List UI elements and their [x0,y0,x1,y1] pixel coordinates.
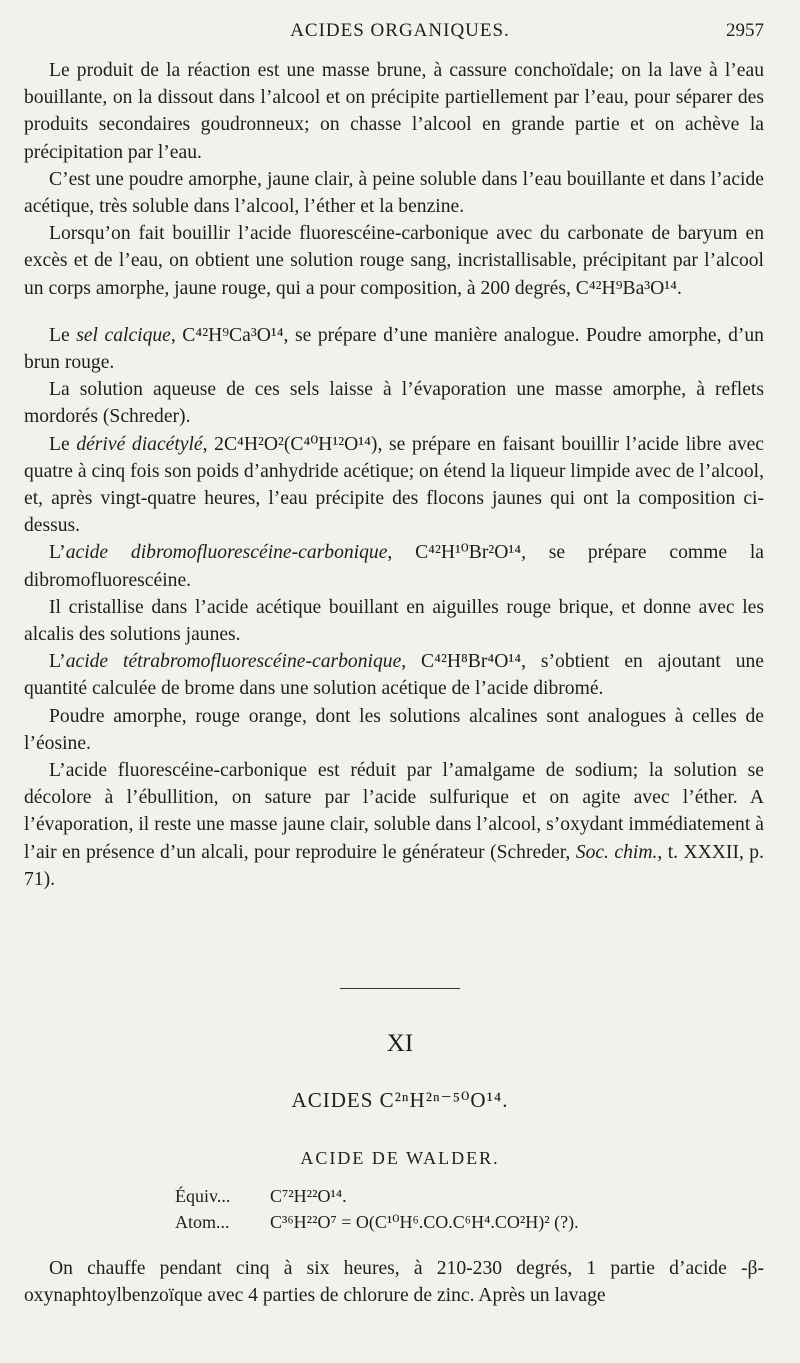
atom-formula: C³⁶H²²O⁷ = O(C¹⁰H⁶.CO.C⁶H⁴.CO²H)² (?). [270,1212,579,1232]
chemical-formula: C⁴²H⁹Ba³O¹⁴. [575,277,682,299]
paragraph [24,539,764,593]
compound-name: acide dibromofluorescéine-carbonique [65,542,388,564]
paragraph-text: , t. XXXII, p. 71). [24,841,764,890]
main-text [24,57,764,893]
paragraph [24,322,764,376]
section-heading: ACIDES C²ⁿH²ⁿ⁻⁵⁰O¹⁴. [291,1088,509,1112]
paragraph-text: Lorsqu’on fait bouillir l’acide fluorescéine-carbonique avec du carbonate de baryum en excès et de l’eau, on obtient une solution rouge sang, incristallisable, précipitant par l’alcool un corps amorphe, jaune rouge, qui a pour composition, à 200 degrés, [24,223,764,299]
section-subheading: ACIDE DE WALDER. [300,1148,500,1168]
equiv-label: Équiv... [175,1186,231,1206]
paragraph: Poudre amorphe, rouge orange, dont les solutions alcalines sont analogues à celles de l’éosine. [24,705,764,754]
equiv-formula: C⁷²H²²O¹⁴. [270,1186,347,1206]
paragraph: Le produit de la réaction est une masse brune, à cassure conchoïdale; on la lave à l’eau bouillante, on la dissout dans l’alcool et on précipite partiellement par l’eau, pour séparer des produits secondaires goudronneux; on chasse l’alcool en grande partie et on achève la précipitation par l’eau. [24,60,764,163]
paragraph [24,431,764,540]
paragraph-text: s’obtient en ajoutant une quantité calculée de brome dans une solution acétique de l’acide dibromé. [24,651,764,700]
closing-text [24,1255,764,1309]
chemical-formula: , C⁴²H⁸Br⁴O¹⁴, [401,651,526,673]
atom-label: Atom... [175,1212,230,1232]
chemical-formula: , C⁴²H¹⁰Br²O¹⁴, [387,542,526,564]
running-header [0,20,800,46]
section-number: XI [386,1030,414,1057]
paragraph-text: Le [49,324,77,346]
paragraph [24,220,764,302]
equiv-formula-row [175,1186,347,1210]
paragraph-text: L’acide fluorescéine-carbonique est réduit par l’amalgame de sodium; la solution se décolore à l’ébullition, on sature par l’acide sulfurique et on agite avec l’éther. A l’évaporation, il reste une masse jaune clair, soluble dans l’alcool, s’oxydant immédiatement à l’air en présence d’un alcali, pour reproduire le générateur (Schreder, [24,760,764,863]
paragraph-text: L’ [49,651,66,673]
citation-journal: Soc. chim. [575,841,658,863]
atom-formula-row [175,1212,579,1236]
compound-name: sel calcique [76,324,171,346]
chemical-formula: , 2C⁴H²O²(C⁴⁰H¹²O¹⁴), [202,433,383,455]
chemical-formula: , C⁴²H⁹Ca³O¹⁴, [170,324,289,346]
compound-name: acide tétrabromofluorescéine-carbonique [65,651,402,673]
paragraph: On chauffe pendant cinq à six heures, à 210-230 degrés, 1 partie d’acide -β-oxynaphtoylbenzoïque avec 4 parties de chlorure de zinc. Après un lavage [24,1258,764,1307]
paragraph [24,757,764,893]
paragraph: Il cristallise dans l’acide acétique bouillant en aiguilles rouge brique, et donne avec les alcalis des solutions jaunes. [24,596,764,646]
paragraph-text: Le [49,433,77,455]
header-title: ACIDES ORGANIQUES. [290,20,510,41]
compound-name: dérivé diacétylé [76,433,203,455]
paragraph-text: se prépare comme la dibromofluorescéine. [24,542,764,591]
paragraph-text: L’ [49,542,66,564]
paragraph: La solution aqueuse de ces sels laisse à l’évaporation une masse amorphe, à reflets mordorés (Schreder). [24,379,764,428]
paragraph: C’est une poudre amorphe, jaune clair, à peine soluble dans l’eau bouillante et dans l’acide acétique, très soluble dans l’alcool, l’éther et la benzine. [24,168,764,218]
page-number: 2957 [726,20,764,41]
paragraph-text: se prépare en faisant bouillir l’acide libre avec quatre à cinq fois son poids d’anhydride acétique; on étend la liqueur limpide avec de l’alcool, et, après vingt-quatre heures, l’eau précipite des flocons jaunes qui ont la composition ci-dessus. [24,433,765,537]
paragraph-text: se prépare d’une manière analogue. Poudre amorphe, d’un brun rouge. [24,324,764,374]
section-divider [340,988,460,989]
paragraph [24,648,764,702]
